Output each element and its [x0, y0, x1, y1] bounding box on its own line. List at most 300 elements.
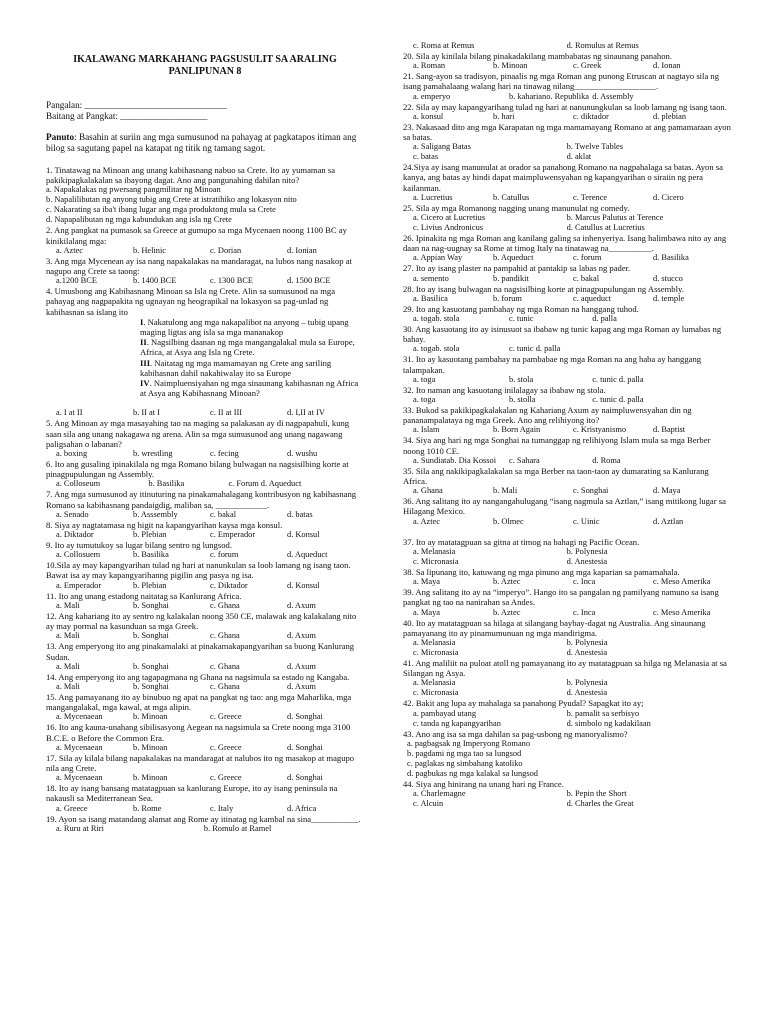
roman-numeral: I	[140, 316, 144, 327]
choice: d. Ionan	[653, 61, 681, 71]
choices-row	[403, 253, 733, 263]
question-15	[46, 692, 364, 722]
question-text: 8. Siya ay nagtatamasa ng higit na kapangyarihan kaysa mga konsul.	[46, 519, 283, 530]
choice: a. Aztec	[56, 245, 83, 255]
question-13	[46, 641, 364, 671]
choices-row	[403, 61, 733, 71]
choice: b. Catullus	[493, 192, 530, 202]
choice: a. Napakalakas ng pwersang pangmilitar ng Minoan	[46, 185, 221, 195]
choice: b. Basilika	[148, 479, 185, 489]
question-text: 14. Ang emperyong ito ang tagapagmana ng Ghana na nagsimula sa estado ng Kangaba.	[46, 671, 350, 682]
spacer	[403, 527, 733, 537]
choices-row	[46, 804, 364, 814]
choice: c. tunic d. palla	[592, 374, 644, 384]
question-text: 13. Ang emperyong ito ang pinakamalaki at pinakamakapangyarihan sa buong Kanlurang Sudan.	[46, 641, 355, 662]
choices-row	[46, 408, 364, 418]
choice: a. Appian Way	[413, 253, 463, 263]
question-26	[403, 233, 733, 263]
question-text: 30. Ang kasuotang ito ay isinusuot sa ibabaw ng tunic kapag ang mga Roman ay lumabas ng bahay.	[403, 324, 722, 345]
choice: b. Minoan	[133, 773, 168, 783]
choice: b. Aztec	[493, 577, 521, 587]
choice: c. aqueduct	[573, 293, 612, 303]
choice: d. plebian	[653, 111, 687, 121]
choice: a. boxing	[56, 449, 88, 459]
choice: a. Ruru at Riri	[56, 823, 104, 833]
roman-text: . Nagsilbing daanan ng mga mangangalakal mula sa Europe, Africa, at Asya ang Isla ng Crete.	[140, 337, 355, 358]
question-9	[46, 540, 364, 560]
question-text: 28. Ito ay isang bulwagan na nagsisilbing korte at pinagpupulungan ng Assembly.	[403, 283, 684, 294]
roman-numeral: II	[140, 337, 147, 348]
question-3	[46, 256, 364, 286]
choice: c. Alcuin	[413, 798, 444, 808]
choices-row	[403, 678, 733, 688]
choice: d. Songhai	[287, 712, 323, 722]
choice: b. Aqueduct	[493, 253, 534, 263]
question-39	[403, 587, 733, 617]
choice: a. Maya	[413, 577, 440, 587]
question-text: 5. Ang Minoan ay mga masayahing tao na maging sa palakasan ay di nagpapahuli, kung saan sila ang unang nakagawa ng arena. Alin sa mga sumusunod ang unang nagawang paligsahan o labanan?	[46, 418, 350, 449]
choice: b. wrestling	[133, 449, 173, 459]
question-2	[46, 225, 364, 255]
choice: d. wushu	[287, 449, 318, 459]
choices-row	[403, 638, 733, 648]
choice: c. tunic d. palla	[509, 344, 561, 354]
question-32	[403, 385, 733, 405]
choice: d. Konsul	[287, 580, 320, 590]
spacer	[46, 398, 364, 408]
choices-row	[403, 648, 733, 658]
choice: d. stucco	[653, 273, 683, 283]
choices-row	[46, 743, 364, 753]
choice: c. tunic d. palla	[592, 395, 644, 405]
choices-row	[403, 395, 733, 405]
choice: d. palla	[592, 314, 617, 324]
choice: c. Roma at Remus	[413, 41, 475, 50]
question-text: 37. Ito ay matatagpuan sa gitna at timog na bahagi ng Pacific Ocean.	[403, 536, 640, 547]
choice: d. 1500 BCE	[287, 276, 331, 286]
choice: c. Meso Amerika	[653, 577, 711, 587]
question-text: 27. Ito ay isang plaster na pampahid at pantakip sa labas ng pader.	[403, 263, 631, 274]
question-36	[403, 496, 733, 526]
question-19b	[403, 41, 733, 51]
question-8	[46, 520, 364, 540]
choice: b. pamalit sa serbisyo	[566, 708, 640, 718]
choice: c. Inca	[573, 607, 596, 617]
question-text: 17. Sila ay kilala bilang napakalakas na mandaragat at nalubos ito ng masakop at magupo nila ang Crete.	[46, 752, 355, 773]
choice: a. Colloseum	[56, 479, 101, 489]
choices-row	[403, 193, 733, 203]
question-text: 1. Tinatawag na Minoan ang unang kabihasnang nabuo sa Crete. Ito ay yumaman sa pakikipagkalakalan sa ibayong dagat. Ano ang pangunahing dahilan nito?	[46, 165, 336, 186]
choices-row	[403, 425, 733, 435]
question-1	[46, 165, 364, 225]
question-24	[403, 162, 733, 203]
choice: a. Melanasia	[413, 637, 456, 647]
question-33	[403, 405, 733, 435]
choice: c. bakal	[210, 509, 237, 519]
choices-row	[403, 344, 733, 354]
choice: b. Marcus Palutus at Terence	[566, 213, 664, 223]
choice: d. Axum	[287, 631, 316, 641]
question-text: 7. Ang mga sumusunod ay itinuturing na pinakamahalagang kontribusyon ng kabihasnang Romano sa kabihasnang pandaigdig, maliban sa, ____________.	[46, 489, 357, 510]
question-10	[46, 560, 364, 590]
choices-row	[46, 449, 364, 459]
choice: a. Senado	[56, 509, 89, 519]
choice: d. Konsul	[287, 530, 320, 540]
question-text: 44. Siya ang hinirang na unang hari ng France.	[403, 778, 564, 789]
question-text: 33. Bukod sa pakikipagkalakalan ng Kahariang Axum ay naimpluwensyahan din ng pananampalataya ng mga Greek. Ano ang relihiyong ito?	[403, 405, 692, 426]
choice: d. batas	[287, 509, 313, 519]
choice: c. Micronasia	[413, 556, 459, 566]
choices-row	[46, 631, 364, 641]
choices-row	[403, 799, 733, 809]
question-18	[46, 783, 364, 813]
choice: c. Greece	[210, 742, 242, 752]
choice: a. Maya	[413, 607, 440, 617]
choice: c. Kristyanismo	[573, 425, 627, 435]
choice: c. forum	[573, 253, 602, 263]
question-16	[46, 722, 364, 752]
choices-row	[403, 142, 733, 152]
choices-row	[403, 557, 733, 567]
choice: a. Mycenaean	[56, 773, 103, 783]
choice: b. Olmec	[493, 516, 524, 526]
choices-row	[403, 223, 733, 233]
choice: b. Rome	[133, 803, 162, 813]
choices-row	[403, 577, 733, 587]
choice: a. pambayad utang	[413, 708, 477, 718]
roman-text: . Naimpluensiyahan ng mga sinaunang kabihasnan ng Africa at Asya ang Kabihasnang Minoan?	[140, 378, 359, 399]
question-text: 4. Umusbong ang Kabihasnang Minoan sa Isla ng Crete. Alin sa sumusunod na mga pahayag ang nagpapakita ng ugnayan ng heograpikal na lokasyon sa pag-unlad ng kabihasnan sa islang ito	[46, 286, 336, 317]
choices-row	[46, 601, 364, 611]
choice: a. Sundiatab. Dia Kossoi	[413, 455, 497, 465]
choice: d. Baptist	[653, 425, 686, 435]
question-38	[403, 567, 733, 587]
question-43	[403, 729, 733, 779]
choice: c. Songhai	[573, 486, 609, 496]
instructions-label: Panuto	[46, 132, 75, 142]
choice: c. Uinic	[573, 516, 600, 526]
choice: a. Mycenaean	[56, 742, 103, 752]
left-column	[46, 54, 364, 834]
choice: c. tanda ng kapangyarihan	[413, 718, 501, 728]
choice: a. Collosuem	[56, 550, 101, 560]
choices-row	[403, 709, 733, 719]
choices-row	[46, 581, 364, 591]
choice: d. Ionian	[287, 245, 317, 255]
choice: d. Anestesia	[566, 688, 608, 698]
question-text: 43. Ano ang isa sa mga dahilan sa pag-usbong ng manoryalismo?	[403, 728, 628, 739]
choice: d. Basilika	[653, 253, 689, 263]
choices-row	[403, 547, 733, 557]
roman-text: . Nakatulong ang mga nakapalibot na anyong – tubig upang maging ligtas ang isla sa mga mananakop	[140, 316, 349, 338]
choice: d. I,II at IV	[287, 408, 325, 418]
choice: a. Mali	[56, 600, 80, 610]
choices-row	[403, 719, 733, 729]
question-14	[46, 672, 364, 692]
choice: b. Plebian	[133, 530, 167, 540]
choice: b. II at I	[133, 408, 160, 418]
choice: c. Micronasia	[413, 688, 459, 698]
choice: b. Polynesia	[566, 546, 608, 556]
choices-row	[46, 510, 364, 520]
choices-row	[46, 682, 364, 692]
question-12	[46, 611, 364, 641]
choices-row	[403, 152, 733, 162]
choice: c. Nakarating sa iba't ibang lugar ang mga produktong mula sa Crete	[46, 205, 276, 215]
choice: d. Assembly	[592, 91, 634, 101]
choice: c. Italy	[210, 803, 234, 813]
question-27	[403, 263, 733, 283]
choice: b. Mali	[493, 486, 518, 496]
choices-row	[46, 530, 364, 540]
question-21	[403, 71, 733, 101]
choice: d. Romulus at Remus	[566, 41, 639, 50]
choice: d. Axum	[287, 681, 316, 691]
question-text: 24.Siya ay isang manunulat at orador sa panahong Romano na nagpahalaga sa batas. Ayon sa kanya, ang batas ay hindi dapat maimpluwensyahan ng kapangyarihan o siraiin ng pera kailanman.	[403, 162, 723, 193]
choice: b. Asssembly	[133, 509, 178, 519]
choice: b. kahariano. Republika	[509, 91, 590, 101]
question-7	[46, 489, 364, 519]
name-field: Pangalan: _______________________________	[46, 100, 227, 110]
choice: c. Terence	[573, 192, 608, 202]
choice: c. Ghana	[210, 681, 240, 691]
choice: c. Inca	[573, 577, 596, 587]
choices-row	[46, 773, 364, 783]
choice: b. Polynesia	[566, 637, 608, 647]
question-text: 19. Ayon sa isang matandang alamat ang Rome ay itinatag ng kambal na sina___________.	[46, 813, 361, 824]
instructions	[46, 132, 364, 154]
choice: d. Anestesia	[566, 647, 608, 657]
question-42	[403, 698, 733, 728]
roman-statement	[46, 317, 364, 337]
question-text: 16. Ito ang kauna-unahang sibilisasyong Aegean na nagsimula sa Crete noong mga 3100 B.C.E. o Before the Common Era.	[46, 722, 351, 743]
choice: c. batas	[413, 152, 439, 162]
quiz-title	[46, 54, 364, 78]
choices-row	[403, 375, 733, 385]
choice: b. Minoan	[133, 742, 168, 752]
choice: a. Cicero at Lucretius	[413, 213, 486, 223]
choice: c. Greece	[210, 712, 242, 722]
choices-row	[403, 92, 733, 102]
choice: c. Micronasia	[413, 647, 459, 657]
question-23	[403, 122, 733, 162]
question-text: 15. Ang pamayanang ito ay binubuo ng apat na pangkat ng tao: ang mga Maharlika, mga mangangalakal, mga kawal, at mga alipin.	[46, 691, 352, 713]
question-text: 26. Ipinakita ng mga Roman ang kanilang galing sa inhenyeriya. Isang halimbawa nito ay ang daan na nag-uugnay sa Rome at timog Italy na tinatawag na__________.	[403, 233, 727, 254]
question-29	[403, 304, 733, 324]
choice: b. Songhai	[133, 681, 169, 691]
choice: d. Aztlan	[653, 516, 684, 526]
choice: a. semento	[413, 273, 449, 283]
question-4	[46, 286, 364, 418]
choice: a. toga	[413, 374, 436, 384]
choice: c. bakal	[573, 273, 600, 283]
roman-text: . Naitatag ng mga mamamayan ng Crete ang sariling kabihasnan dahil nakahiwalay ito sa Europe	[140, 357, 332, 378]
question-text: 40. Ito ay matatagpuan sa hilaga at silangang baybay-dagat ng Australia. Ang sinaunang pamayanang ito ay pinamumunuan ng mga mandirigma.	[403, 617, 706, 638]
choice: a. Charlemagne	[413, 788, 466, 798]
title-line-2: PANLIPUNAN 8	[168, 66, 242, 77]
choice: a. Basilica	[413, 293, 448, 303]
choice: a. Islam	[413, 425, 440, 435]
choices-row	[46, 246, 364, 256]
choice: b. stolla	[509, 395, 536, 405]
instructions-text: : Basahin at suriin ang mga sumusunod na pahayag at pagkatapos itiman ang bilog sa sagutang papel na katapat ng titik ng tamang sagot.	[46, 132, 357, 153]
choices-row	[46, 662, 364, 672]
choices-row	[46, 479, 364, 489]
choices-row	[403, 294, 733, 304]
question-text: 38. Sa lipunang ito, katuwang ng mga pinuno ang mga kaparian sa pamamahala.	[403, 566, 680, 577]
choices-row	[403, 314, 733, 324]
choice: c. fecing	[210, 449, 239, 459]
choice: b. hari	[493, 111, 515, 121]
question-text: 3. Ang mga Mycenean ay isa nang napakalakas na mandaragat, na lubos nang nasakop at nagupo ang Crete sa taong:	[46, 255, 352, 277]
choices-row	[403, 274, 733, 284]
choice: b. pagdami ng mga tao sa lungsod	[407, 748, 522, 758]
choice: a. I at II	[56, 408, 83, 418]
question-28	[403, 284, 733, 304]
choice: c. Ghana	[210, 631, 240, 641]
question-11	[46, 591, 364, 611]
question-text: 29. Ito ang kasuotang pambahay ng mga Roman na hanggang tuhod.	[403, 303, 639, 314]
roman-statement	[46, 337, 364, 357]
question-text: 31. Ito ay kasuotang pambahay na pambabae ng mga Roman na ang haba ay hanggang talampakan.	[403, 354, 702, 375]
choices-row	[403, 213, 733, 223]
choice: c. Ghana	[210, 661, 240, 671]
roman-numeral: III	[140, 357, 151, 368]
choice: b. pandikit	[493, 273, 529, 283]
question-text: 18. Ito ay isang bansang matatagpuan sa kanlurang Europe, ito ay isang peninsula na nakausli sa Mediterranean Sea.	[46, 783, 338, 804]
choice: a. Aztec	[413, 516, 440, 526]
choice: b. forum	[493, 293, 522, 303]
choice: b. Minoan	[493, 61, 528, 71]
choice: d. Charles the Great	[566, 798, 634, 808]
section-field: Baitang at Pangkat: ___________________	[46, 111, 208, 121]
choice: a. Roman	[413, 61, 446, 71]
choice: b. Basilika	[133, 550, 169, 560]
choice: c. Forum d. Aqueduct	[228, 479, 302, 489]
question-text: 32. Ito naman ang kasuotang inilalagay sa ibabaw ng stola.	[403, 384, 606, 395]
choice: a. Mali	[56, 631, 80, 641]
choice: a. Saligang Batas	[413, 142, 471, 152]
question-text: 20. Sila ay kinilala bilang pinakadakilang mambabatas ng sinaunang panahon.	[403, 51, 672, 61]
choice: c. 1300 BCE	[210, 276, 254, 286]
choice: a. Lucretius	[413, 192, 453, 202]
choice: a. Diktador	[56, 530, 94, 540]
choices-row	[403, 517, 733, 527]
choice: a. konsul	[413, 111, 444, 121]
choice: b. Aztec	[493, 607, 521, 617]
choice: a. togab. stola	[413, 314, 460, 324]
question-40	[403, 618, 733, 658]
question-5	[46, 418, 364, 459]
choice: c. Emperador	[210, 530, 256, 540]
question-25	[403, 203, 733, 233]
choice: c. diktador	[573, 111, 609, 121]
choice: c. Diktador	[210, 580, 248, 590]
choice: a. Mycenaean	[56, 712, 103, 722]
choice: b. Polynesia	[566, 678, 608, 688]
choice: a. togab. stola	[413, 344, 460, 354]
question-text: 21. Sang-ayon sa tradisyon, pinaalis ng mga Roman ang punong Etruscan at nagtayo sila ng isang pamahalaang walang hari na tinawag nilang___________________.	[403, 71, 719, 92]
choice: d. Cicero	[653, 192, 684, 202]
question-text: 12. Ang kahariang ito ay sentro ng kalakalan noong 350 CE, malawak ang kalakalang nito ay may pormal na kasunduan sa mga Greek.	[46, 610, 357, 632]
choice: b. Napalilibutan ng anyong tubig ang Crete at istratihiko ang lokasyon nito	[46, 195, 297, 205]
choice: a. Greece	[56, 803, 88, 813]
question-text: 36. Ang salitang ito ay nangangahulugang “isang nagmula sa Aztlan,” isang mitikong lugar sa Hilagang Mexico.	[403, 496, 726, 517]
choice: a. Melanasia	[413, 546, 456, 556]
choices-row	[403, 41, 733, 51]
choice: b. Songhai	[133, 631, 169, 641]
choice: d. Maya	[653, 486, 681, 496]
roman-statement	[46, 378, 364, 398]
question-44	[403, 779, 733, 809]
choice: d. Roma	[592, 455, 621, 465]
choices-row	[403, 486, 733, 496]
choice: d. simbolo ng kadakilaan	[566, 718, 651, 728]
question-17	[46, 753, 364, 783]
choices-row	[403, 688, 733, 698]
choice: a. Melanasia	[413, 678, 456, 688]
choice: b. 1400 BCE	[133, 276, 177, 286]
question-31	[403, 354, 733, 384]
question-text: 10.Sila ay may kapangyarihan tulad ng hari at nanunkulan sa loob lamang ng isang taon. Bawat isa ay may kapangyarihanng pigilin ang pasya ng isa.	[46, 560, 351, 581]
question-text: 11. Ito ang unang estadong naitatag sa Kanlurang Africa.	[46, 590, 242, 601]
choice: a. Emperador	[56, 580, 102, 590]
choice: c. Sahara	[509, 455, 540, 465]
choice: c. paglakas ng simbahang katoliko	[407, 758, 523, 768]
choice: c. Ghana	[210, 600, 240, 610]
choice: b. Minoan	[133, 712, 168, 722]
choice: b. Pepin the Short	[566, 788, 627, 798]
question-34	[403, 435, 733, 465]
question-19	[46, 814, 364, 834]
choice: b. Songhai	[133, 661, 169, 671]
question-text: 25. Sila ay mga Romanong nagging unang manunulat ng comedy.	[403, 202, 630, 213]
choice: d. Africa	[287, 803, 317, 813]
choices-row	[403, 112, 733, 122]
roman-statement	[46, 358, 364, 378]
choice: c. II at III	[210, 408, 243, 418]
question-6	[46, 459, 364, 489]
choice: c. tunic	[509, 314, 534, 324]
choice: d. pagbukas ng mga kalakal sa lungsod	[407, 768, 538, 778]
question-text: 22. Sila ay may kapangyarihang tulad ng hari at nanunungkulan sa loob lamang ng isang taon.	[403, 101, 727, 112]
choice: d. temple	[653, 293, 685, 303]
question-text: 6. Ito ang gusaling ipinakilala ng mga Romano bilang bulwagan na nagsisilbing korte at pinagpupulungan ng Assembly.	[46, 459, 349, 480]
choice: c. Meso Amerika	[653, 607, 711, 617]
choices-row	[46, 276, 364, 286]
choice: d. Aqueduct	[287, 550, 328, 560]
choice: a. toga	[413, 395, 436, 405]
choices-row	[46, 824, 364, 834]
choice	[592, 344, 675, 354]
question-41	[403, 658, 733, 698]
question-text: 9. Ito ay tumutukoy sa lugar bilang sentro ng lungsod.	[46, 540, 232, 551]
choice: d. aklat	[566, 152, 592, 162]
choice: b. Songhai	[133, 600, 169, 610]
choice: b. stola	[509, 374, 534, 384]
choice: b. Romulo at Ramel	[203, 823, 272, 833]
question-text: 34. Siya ang hari ng mga Songhai na tumanggap ng relihiyong Islam mula sa mga Berber noong 1010 CE.	[403, 435, 711, 456]
choice: d. Axum	[287, 661, 316, 671]
choices-row	[403, 608, 733, 618]
choice: a.1200 BCE	[56, 276, 97, 286]
question-text: 41. Ang maliliit na puloat atoll ng pamayanang ito ay matatagpuan sa hilga ng Melanasia at sa Silangan ng Asya.	[403, 657, 727, 679]
choice: d. Napapalibutan ng mga kabundukan ang isla ng Crete	[46, 215, 232, 225]
question-22	[403, 102, 733, 122]
choice: b. Born Again	[493, 425, 541, 435]
choice: d. Songhai	[287, 773, 323, 783]
choice: a. Mali	[56, 681, 80, 691]
